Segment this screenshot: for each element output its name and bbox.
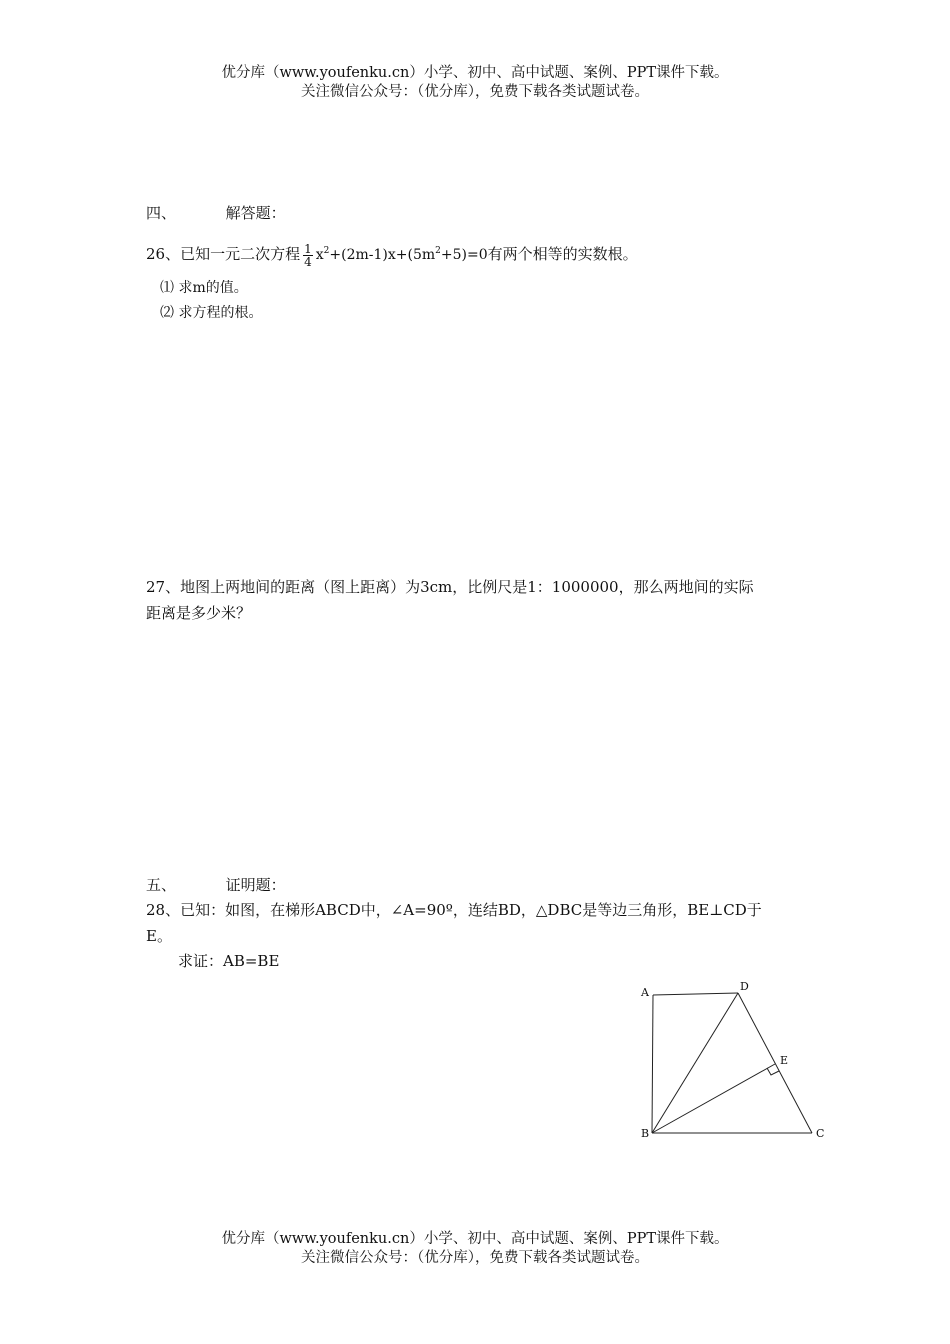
footer-line-2: 关注微信公众号：（优分库），免费下载各类试题试卷。 [301,1250,649,1266]
q26-part-2: ⑵ 求方程的根。 [160,305,263,321]
fraction-numerator: 1 [304,241,312,256]
q28-prove: 求证：AB=BE [178,952,280,970]
section-4-heading [146,202,286,223]
fraction-one-quarter [303,243,313,268]
fraction-denominator: 4 [304,254,312,269]
label-d: D [740,980,749,993]
q27-line-1: 27、地图上两地间的距离（图上距离）为3cm，比例尺是1：1000000，那么两地间的实际 [146,578,754,596]
section-4-title: 解答题： [225,204,286,222]
q26-suffix: 有两个相等的实数根。 [487,245,638,263]
q26-exp-b: 2 [435,246,441,256]
section-5-title: 证明题： [225,876,286,894]
trapezoid-figure [630,975,840,1150]
question-26 [146,230,638,276]
q26-exp-a: 2 [323,246,330,256]
header-line-2: 关注微信公众号：（优分库），免费下载各类试题试卷。 [301,84,649,100]
q26-eq-b: +(2m-1)x+(5m [329,247,436,263]
label-a: A [641,986,649,999]
segment-dc [738,993,812,1133]
q26-eq-c: +5)=0 [440,247,488,263]
q26-eq-a: x [315,247,324,263]
q26-prefix: 26、已知一元二次方程 [146,245,301,263]
section-4-number: 四、 [146,204,177,222]
right-angle-mark [767,1068,779,1075]
q28-line-1: 28、已知：如图，在梯形ABCD中，∠A=90º，连结BD，△DBC是等边三角形，BE⊥CD于 [146,901,762,919]
segment-bd [652,993,738,1133]
footer-line-1: 优分库（www.youfenku.cn）小学、初中、高中试题、案例、PPT课件下载。 [221,1231,729,1247]
q28-line-2: E。 [146,927,172,945]
segment-ad [653,993,738,995]
header-line-1: 优分库（www.youfenku.cn）小学、初中、高中试题、案例、PPT课件下载。 [221,65,729,81]
section-5-heading [146,874,286,895]
segment-ab [652,995,653,1133]
label-e: E [780,1054,789,1067]
section-5-number: 五、 [146,876,177,894]
q27-line-2: 距离是多少米？ [146,604,252,622]
label-c: C [816,1127,825,1140]
label-b: B [641,1127,650,1140]
q26-part-1: ⑴ 求m的值。 [160,280,248,296]
segment-be [652,1064,775,1133]
